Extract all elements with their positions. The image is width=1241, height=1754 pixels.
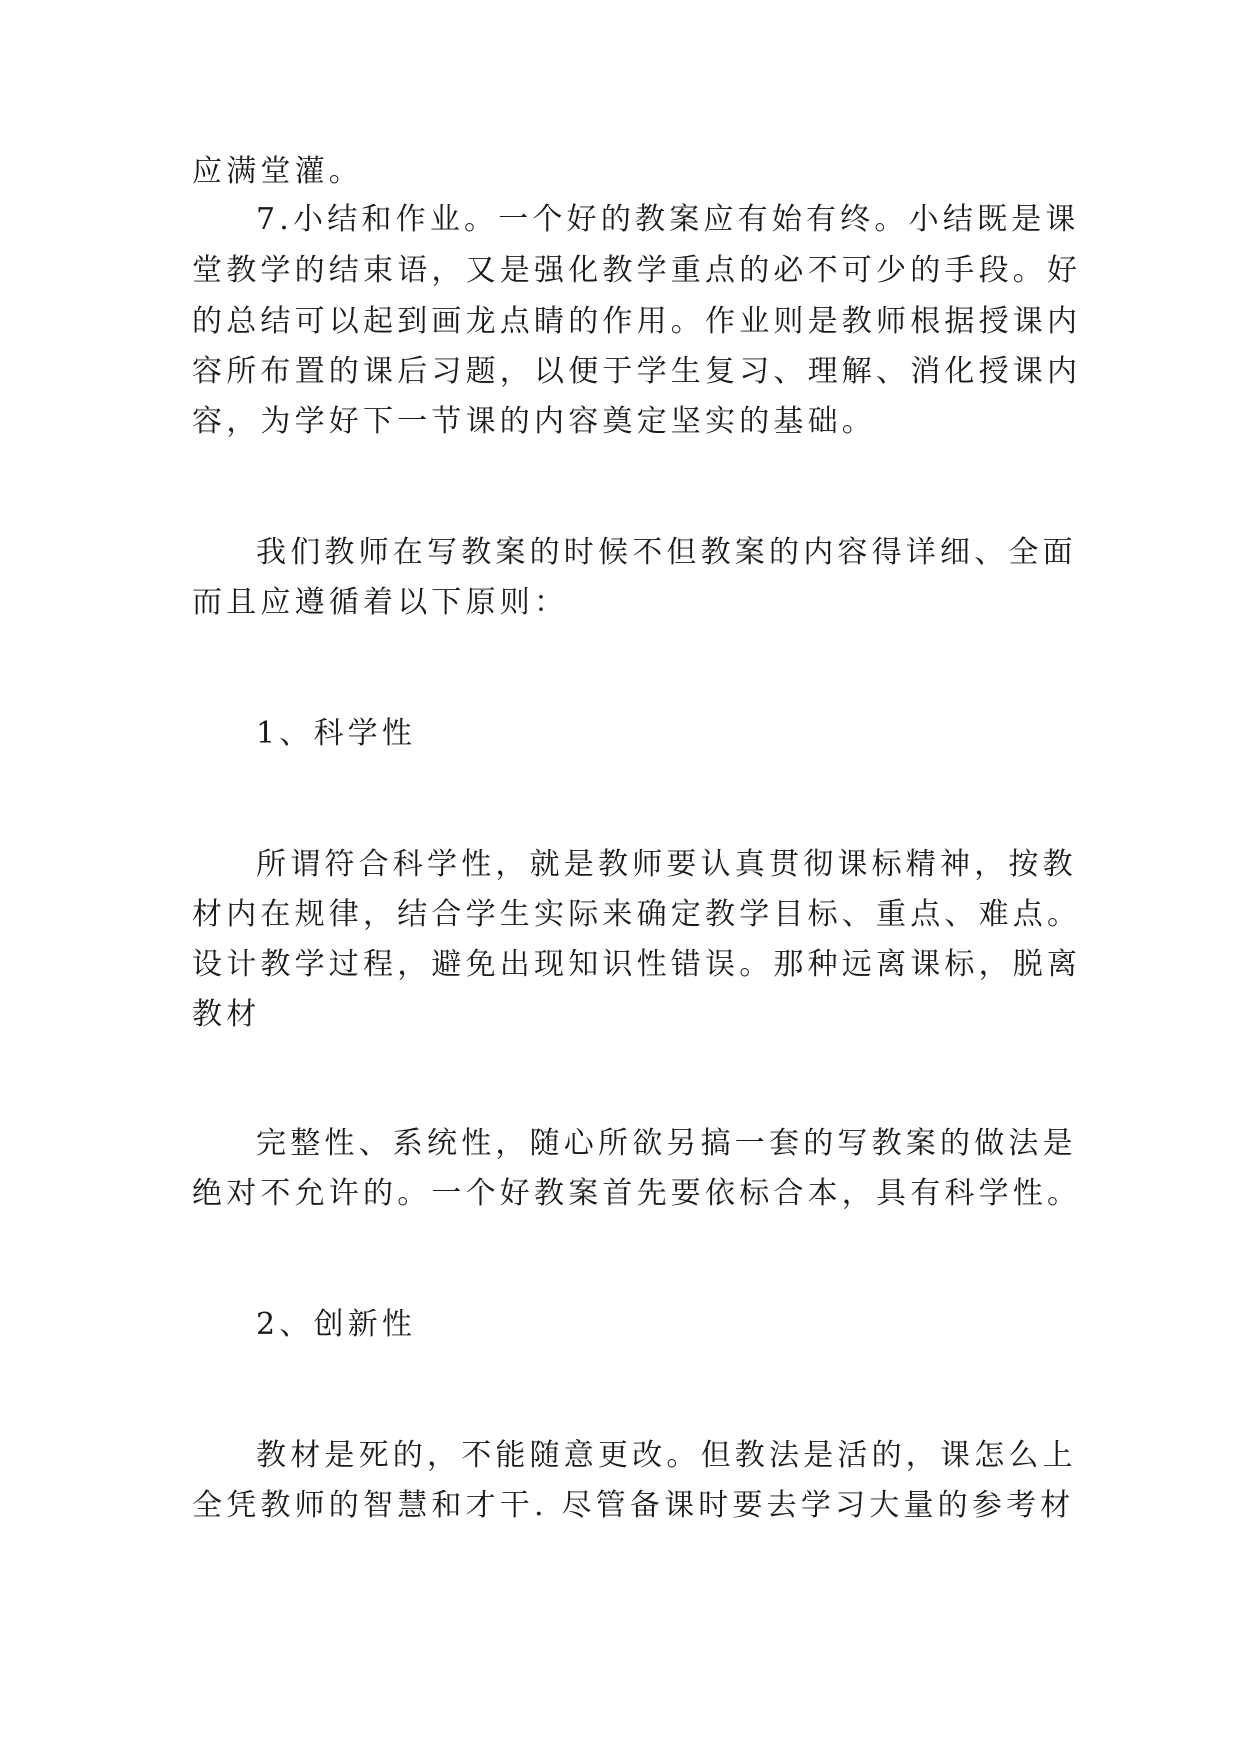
text-line: 设计教学过程，避免出现知识性错误。那种远离课标，脱离 bbox=[192, 947, 1082, 982]
text-line: 完整性、系统性，随心所欲另搞一套的写教案的做法是 bbox=[256, 1126, 1077, 1161]
text-line: 绝对不允许的。一个好教案首先要依标合本，具有科学性。 bbox=[192, 1176, 1082, 1211]
section-heading: 1、科学性 bbox=[256, 716, 417, 751]
text-line: 容，为学好下一节课的内容奠定坚实的基础。 bbox=[192, 404, 876, 439]
text-line: 应满堂灌。 bbox=[192, 154, 363, 189]
text-line: 堂教学的结束语，又是强化教学重点的必不可少的手段。好 bbox=[192, 253, 1082, 288]
text-line: 而且应遵循着以下原则： bbox=[192, 585, 569, 620]
text-line: 我们教师在写教案的时候不但教案的内容得详细、全面 bbox=[256, 535, 1077, 570]
text-line: 材内在规律，结合学生实际来确定教学目标、重点、难点。 bbox=[192, 897, 1082, 932]
text-line: 所谓符合科学性，就是教师要认真贯彻课标精神，按教 bbox=[256, 847, 1077, 882]
text-line: 教材 bbox=[192, 997, 261, 1032]
section-heading: 2、创新性 bbox=[256, 1307, 417, 1342]
text-line: 教材是死的，不能随意更改。但教法是活的，课怎么上 bbox=[256, 1438, 1077, 1473]
text-line: 容所布置的课后习题，以便于学生复习、理解、消化授课内 bbox=[192, 354, 1082, 389]
text-line: 全凭教师的智慧和才干. 尽管备课时要去学习大量的参考材 bbox=[192, 1488, 1075, 1523]
text-line: 7.小结和作业。一个好的教案应有始有终。小结既是课 bbox=[256, 202, 1080, 237]
text-line: 的总结可以起到画龙点睛的作用。作业则是教师根据授课内 bbox=[192, 304, 1082, 339]
